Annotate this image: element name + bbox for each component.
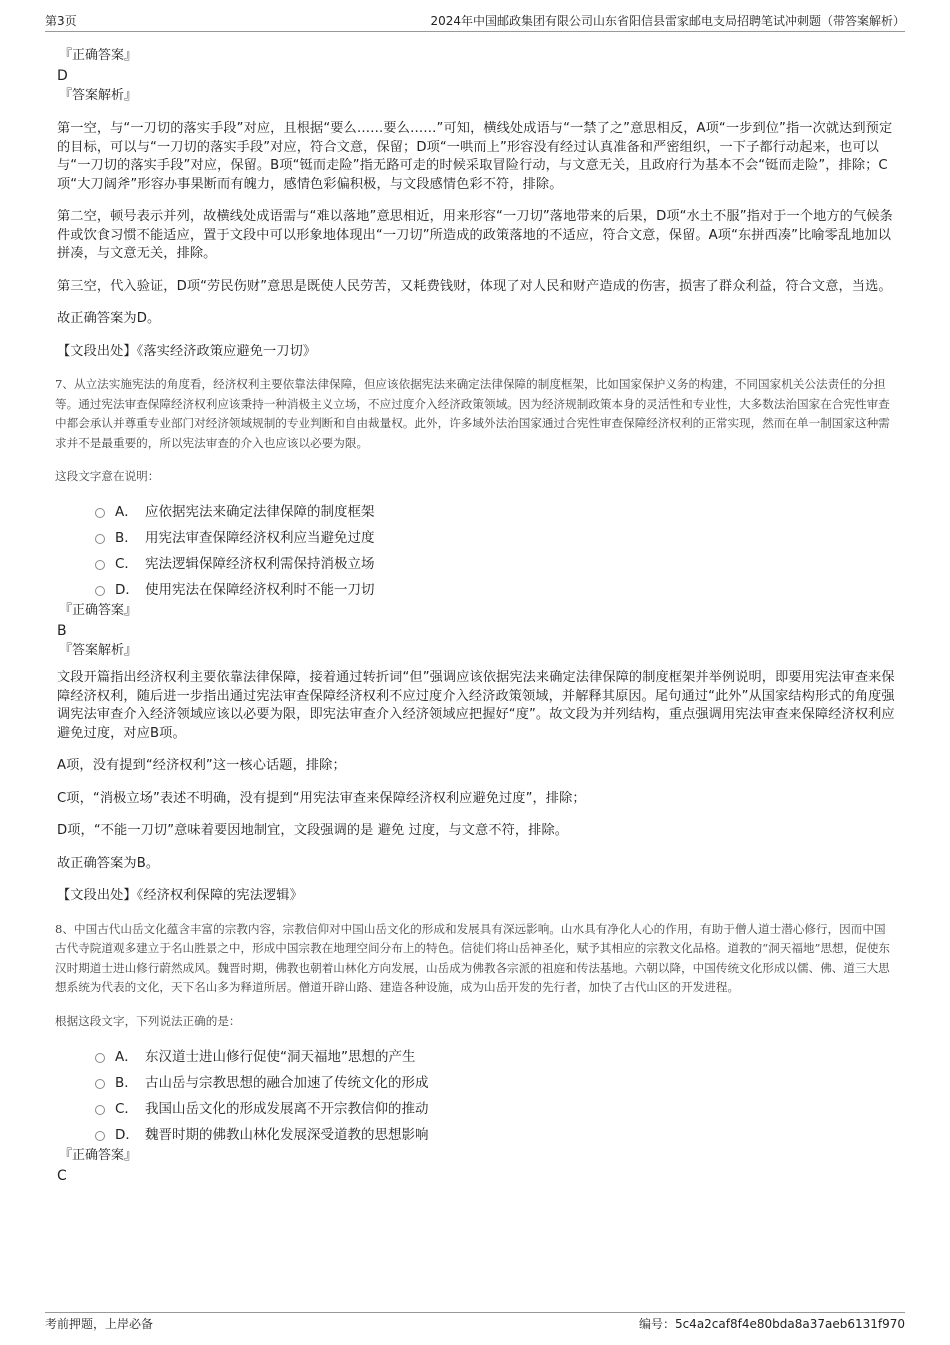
radio-icon[interactable] xyxy=(95,1105,105,1115)
answer-value: B xyxy=(57,623,67,639)
answer-value: C xyxy=(57,1167,67,1184)
radio-icon[interactable] xyxy=(95,560,105,570)
option-a[interactable]: A． 东汉道士进山修行促使“洞天福地”思想的产生 xyxy=(95,1042,897,1068)
question-text: 7、从立法实施宪法的角度看，经济权利主要依靠法律保障，但应该依据宪法来确定法律保障的制度框架，比如国家保护义务的构建，不同国家机关公法责任的分担等。通过宪法审查保障经济权利应该秉持一种消极主义立场，不应过度介入经济政策领域。因为经济规制政策本身的灵活性和专业性，大多数法治国家在合宪性审查中都会承认并尊重专业部门对经济领域规制的专业判断和自由裁量权。此外，许多域外法治国家通过合宪性审查保障经济权利的正常实现，然而在单一制国家这种需求并不是最重要的，所以宪法审查的介入也应该以必要为限。 xyxy=(55,377,890,450)
option-b[interactable]: B． 用宪法审查保障经济权利应当避免过度 xyxy=(95,523,897,549)
analysis-paragraph: 第一空，与“一刀切的落实手段”对应，且根据“要么……要么……”可知，横线处成语与“一禁了之”意思相反，A项“一步到位”指一次就达到预定的目标，可以与“一刀切的落实手段”对应，符合文意，保留；D项“一哄而上”形容没有经过认真准备和严密组织，一下子都行动起来，也可以与“一刀切的落实手段”对应，保留。B项“铤而走险”指无路可走的时候采取冒险行动，与文意无关，且政府行为基本不会“铤而走险”，排除；C项“大刀阔斧”形容办事果断而有魄力，感情色彩偏积极，与文段感情色彩不符，排除。 xyxy=(57,121,893,192)
analysis-label: 『答案解析』 xyxy=(59,643,138,658)
question-prompt: 这段文字意在说明： xyxy=(55,469,160,483)
analysis-paragraph: 第二空，顿号表示并列，故横线处成语需与“难以落地”意思相近，用来形容“一刀切”落地带来的后果，D项“水土不服”指对于一个地方的气候条件或饮食习惯不能适应，置于文段中可以形象地体现出“一刀切”所造成的政策落地的不适应，符合文意，保留。A项“东拼西凑”比喻零乱地加以拼凑，与文意无关，排除。 xyxy=(57,209,893,261)
source-citation: 【文段出处】《落实经济政策应避免一刀切》 xyxy=(57,343,317,359)
question-text: 8、中国古代山岳文化蕴含丰富的宗教内容，宗教信仰对中国山岳文化的形成和发展具有深远影响。山水具有净化人心的作用，有助于僧人道士潜心修行，因而中国古代寺院道观多建立于名山胜景之中，形成中国宗教在地理空间分布上的特色。信徒们将山岳神圣化，赋予其相应的宗教文化品格。道教的“洞天福地”思想，促使东汉时期道士进山修行蔚然成风。魏晋时期，佛教也朝着山林化方向发展，山岳成为佛教各宗派的祖庭和传法基地。六朝以降，中国传统文化形成以儒、佛、道三大思想系统为代表的文化，天下名山多为释道所居。僧道开辟山路、建造各种设施，成为山岳开发的先行者，加快了古代山区的开发进程。 xyxy=(55,921,891,994)
option-c[interactable]: C． 宪法逻辑保障经济权利需保持消极立场 xyxy=(95,549,897,575)
analysis-paragraph: A项，没有提到“经济权利”这一核心话题，排除； xyxy=(57,758,346,773)
analysis-paragraph: C项，“消极立场”表述不明确，没有提到“用宪法审查来保障经济权利应避免过度”，排除； xyxy=(57,790,586,806)
analysis-paragraph: 文段开篇指出经济权利主要依靠法律保障，接着通过转折词“但”强调应该依据宪法来确定法律保障的制度框架并举例说明，即要用宪法审查来保障经济权利，随后进一步指出通过宪法审查保障经济权利不应过度介入经济政策领域，并解释其原因。尾句通过“此外”从国家结构形式的角度强调宪法审查介入经济领域应该以必要为限，即宪法审查介入经济领域应把握好“度”。故文段为并列结构，重点强调用宪法审查来保障经济权利应避免过度，对应B项。 xyxy=(57,670,895,741)
source-citation: 【文段出处】《经济权利保障的宪法逻辑》 xyxy=(57,888,303,903)
option-list xyxy=(95,1042,897,1146)
analysis-paragraph: D项，“不能一刀切”意味着要因地制宜，文段强调的是 避免 过度，与文意不符，排除。 xyxy=(57,823,569,838)
analysis-conclusion: 故正确答案为B。 xyxy=(57,855,160,871)
option-d[interactable]: D． 魏晋时期的佛教山林化发展深受道教的思想影响 xyxy=(95,1120,897,1146)
analysis-paragraph: 第三空，代入验证，D项“劳民伤财”意思是既使人民劳苦，又耗费钱财，体现了对人民和财产造成的伤害，损害了群众利益，符合文意，当选。 xyxy=(57,278,892,294)
analysis-conclusion: 故正确答案为D。 xyxy=(57,311,161,326)
answer-label: 『正确答案』 xyxy=(59,1147,138,1163)
document-title: 2024年中国邮政集团有限公司山东省阳信县雷家邮电支局招聘笔试冲刺题（带答案解析） xyxy=(430,14,905,28)
analysis-label: 『答案解析』 xyxy=(59,88,138,103)
answer-label: 『正确答案』 xyxy=(59,603,138,618)
document-id: 编号：5c4a2caf8f4e80bda8a37aeb6131f970 xyxy=(638,1317,905,1331)
radio-icon[interactable] xyxy=(95,1053,105,1063)
page-number: 第3页 xyxy=(45,14,77,28)
option-b[interactable]: B． 古山岳与宗教思想的融合加速了传统文化的形成 xyxy=(95,1068,897,1094)
answer-label: 『正确答案』 xyxy=(59,48,138,63)
radio-icon[interactable] xyxy=(95,508,105,518)
option-c[interactable]: C． 我国山岳文化的形成发展离不开宗教信仰的推动 xyxy=(95,1094,897,1120)
radio-icon[interactable] xyxy=(95,586,105,596)
option-a[interactable]: A． 应依据宪法来确定法律保障的制度框架 xyxy=(95,497,897,523)
radio-icon[interactable] xyxy=(95,534,105,544)
question-prompt: 根据这段文字，下列说法正确的是： xyxy=(55,1013,241,1028)
option-list xyxy=(95,497,897,601)
page-footer xyxy=(45,1312,905,1331)
footer-slogan: 考前押题，上岸必备 xyxy=(45,1317,154,1331)
answer-value: D xyxy=(57,68,68,84)
radio-icon[interactable] xyxy=(95,1131,105,1141)
page-content xyxy=(57,46,897,1186)
option-d[interactable]: D． 使用宪法在保障经济权利时不能一刀切 xyxy=(95,575,897,601)
page-header xyxy=(45,13,905,32)
radio-icon[interactable] xyxy=(95,1079,105,1089)
